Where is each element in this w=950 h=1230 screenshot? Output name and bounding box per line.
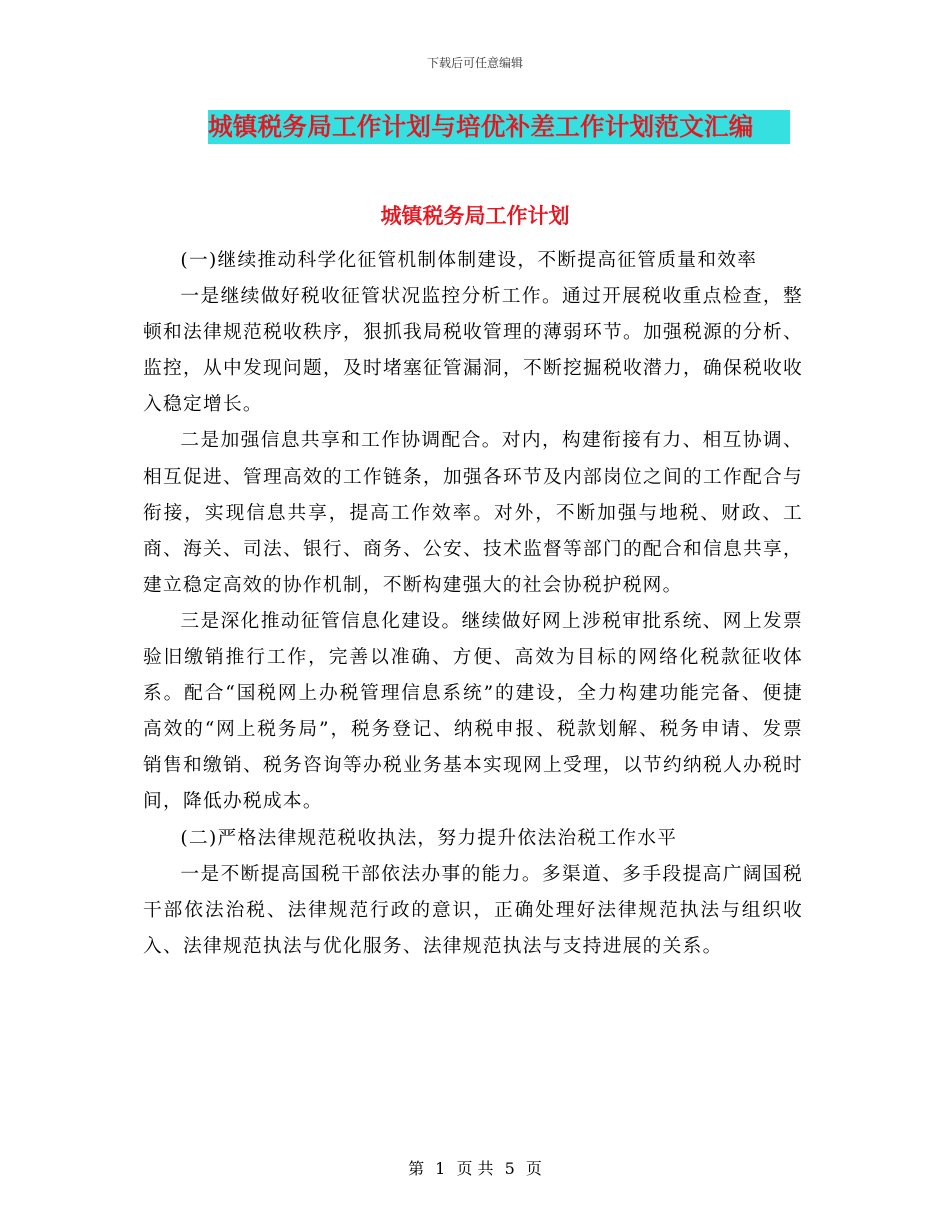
- total-pages-number: 5: [504, 1159, 515, 1178]
- paragraph: 二是加强信息共享和工作协调配合。对内，构建衔接有力、相互协调、相互促进、管理高效的工作链条，加强各环节及内部岗位之间的工作配合与衔接，实现信息共享，提高工作效率。对外，不断加强与地税、财政、工商、海关、司法、银行、商务、公安、技术监督等部门的配合和信息共享，建立稳定高效的协作机制，不断构建强大的社会协税护税网。: [143, 430, 803, 596]
- paragraph: 三是深化推动征管信息化建设。继续做好网上涉税审批系统、网上发票验旧缴销推行工作，完善以准确、方便、高效为目标的网络化税款征收体系。配合“国税网上办税管理信息系统”的建设，全力构建功能完备、便捷高效的“网上税务局”，税务登记、纳税申报、税款划解、税务申请、发票销售和缴销、税务咨询等办税业务基本实现网上受理，以节约纳税人办税时间，降低办税成本。: [143, 610, 803, 813]
- current-page-number: 1: [435, 1159, 446, 1178]
- document-body: [143, 243, 803, 965]
- page-footer: [0, 1156, 950, 1179]
- header-note: 下载后可任意编辑: [426, 56, 523, 70]
- main-title-highlight: [208, 110, 790, 144]
- footer-suffix: 页: [525, 1159, 542, 1178]
- footer-prefix: 第: [408, 1159, 425, 1178]
- paragraph: (二)严格法律规范税收执法，努力提升依法治税工作水平: [180, 827, 678, 849]
- main-title: 城镇税务局工作计划与培优补差工作计划范文汇编: [208, 112, 754, 141]
- footer-middle: 页 共: [456, 1159, 494, 1178]
- section-title: 城镇税务局工作计划: [380, 204, 570, 228]
- paragraph: (一)继续推动科学化征管机制体制建设，不断提高征管质量和效率: [180, 250, 758, 271]
- paragraph: 一是不断提高国税干部依法办事的能力。多渠道、多手段提高广阔国税干部依法治税、法律规范行政的意识，正确处理好法律规范执法与组织收入、法律规范执法与优化服务、法律规范执法与支持进展的关系。: [143, 863, 803, 957]
- paragraph: 一是继续做好税收征管状况监控分析工作。通过开展税收重点检查，整顿和法律规范税收秩序，狠抓我局税收管理的薄弱环节。加强税源的分析、监控，从中发现问题，及时堵塞征管漏洞，不断挖掘税收潜力，确保税收收入稳定增长。: [143, 286, 803, 416]
